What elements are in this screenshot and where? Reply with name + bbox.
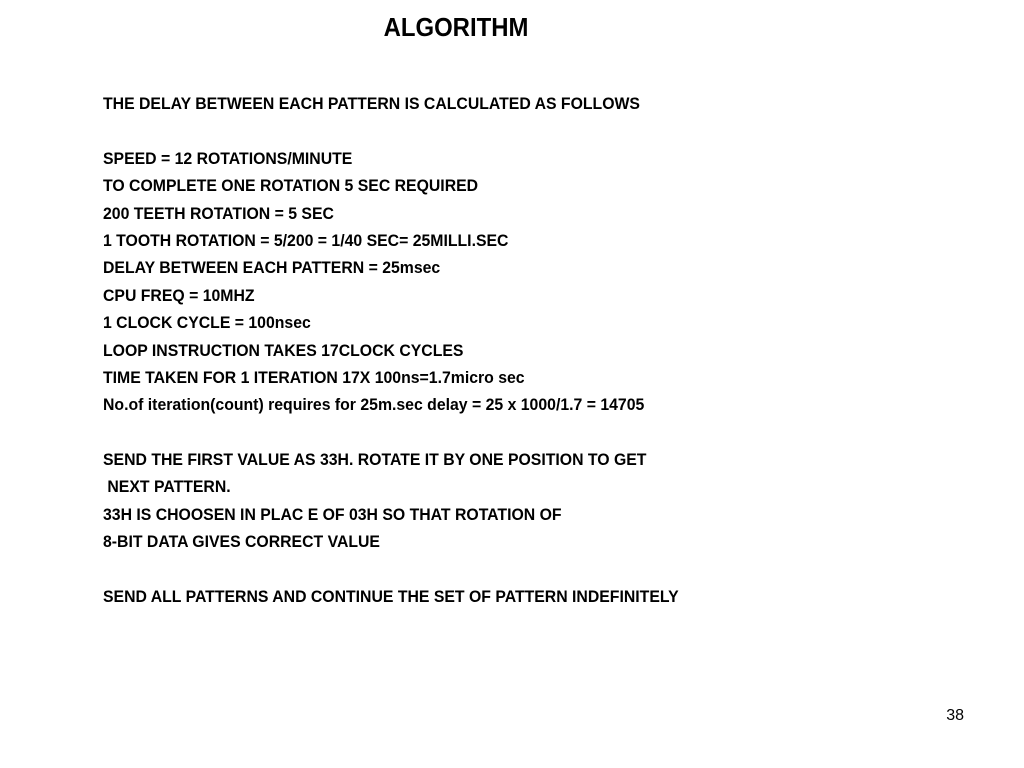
calc-line-pattern-delay: DELAY BETWEEN EACH PATTERN = 25msec [103,258,441,278]
calc-line-cpu-freq: CPU FREQ = 10MHZ [103,285,255,305]
calc-line-clock-cycle: 1 CLOCK CYCLE = 100nsec [103,313,311,333]
calc-line-iteration-count: No.of iteration(count) requires for 25m.sec delay = 25 x 1000/1.7 = 14705 [103,395,645,415]
calc-line-loop-cycles: LOOP INSTRUCTION TAKES 17CLOCK CYCLES [103,340,464,360]
intro-line: THE DELAY BETWEEN EACH PATTERN IS CALCULATED AS FOLLOWS [103,94,640,113]
page-number: 38 [946,707,964,724]
pattern-note-line: NEXT PATTERN. [103,477,231,497]
calc-line-iteration-time: TIME TAKEN FOR 1 ITERATION 17X 100ns=1.7micro sec [103,367,525,387]
slide-body [103,90,983,610]
final-note-line: SEND ALL PATTERNS AND CONTINUE THE SET OF PATTERN INDEFINITELY [103,587,679,607]
blank-line [103,117,983,144]
calc-line-teeth-rotation: 200 TEETH ROTATION = 5 SEC [103,203,334,223]
calc-line-speed: SPEED = 12 ROTATIONS/MINUTE [103,148,353,168]
blank-line [103,419,983,446]
slide-title: ALGORITHM [383,12,529,42]
pattern-note-line: 8-BIT DATA GIVES CORRECT VALUE [103,532,380,552]
calc-line-rotation-time: TO COMPLETE ONE ROTATION 5 SEC REQUIRED [103,176,479,196]
blank-line [103,556,983,583]
pattern-note-line: 33H IS CHOOSEN IN PLAC E OF 03H SO THAT ROTATION OF [103,504,562,524]
pattern-note-line: SEND THE FIRST VALUE AS 33H. ROTATE IT BY ONE POSITION TO GET [103,450,647,470]
calc-line-tooth-rotation: 1 TOOTH ROTATION = 5/200 = 1/40 SEC= 25MILLI.SEC [103,230,509,250]
